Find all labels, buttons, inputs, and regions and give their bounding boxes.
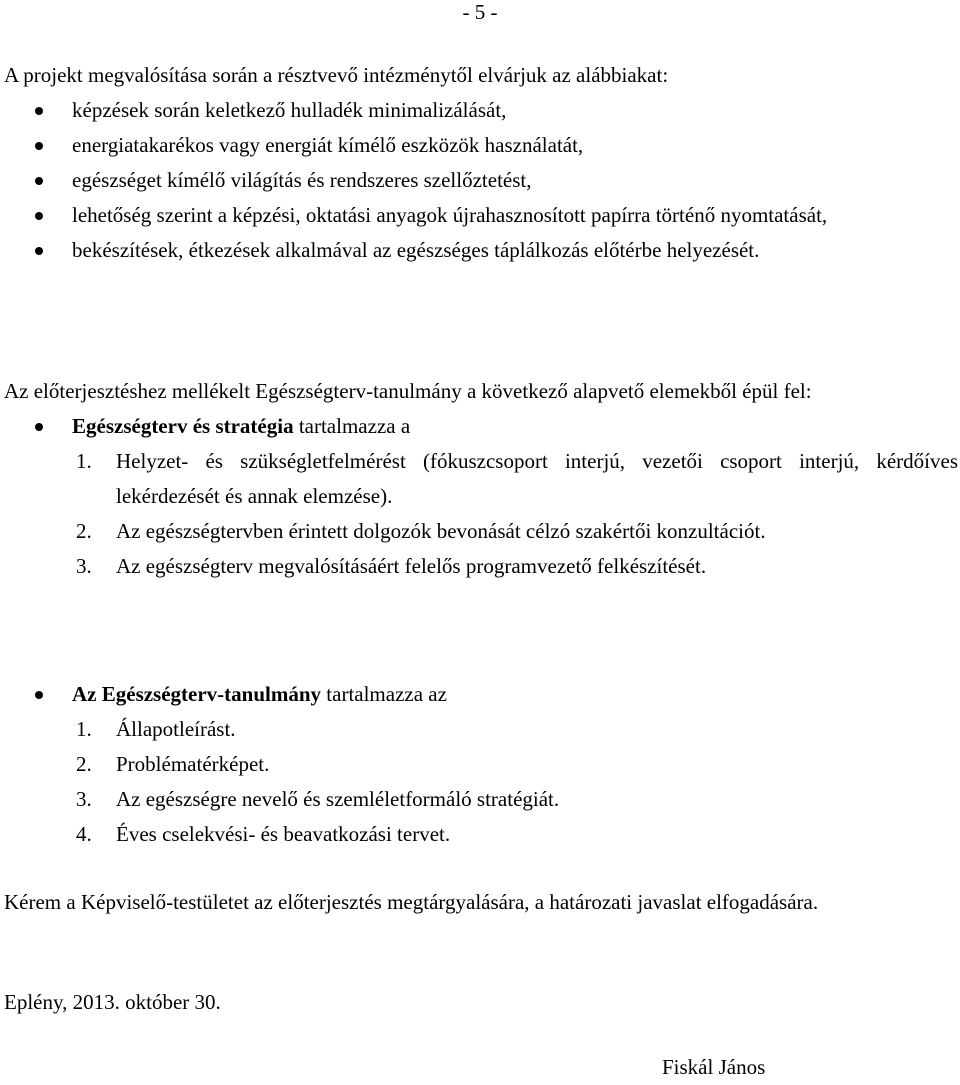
bullet-icon [35,107,43,115]
numbered-list-2 [4,712,958,852]
bullet-icon [35,177,43,185]
page-number: - 5 - [462,0,498,24]
bullet-icon [35,247,43,255]
study-section [4,374,958,584]
numbered-item: 1. Helyzet- és szükségletfelmérést (fókuszcsoport interjú, vezetői csoport interjú, kérdőíves lekérdezését és annak elemzése). [76,449,958,508]
list-item: egészséget kímélő világítás és rendszeres szellőztetést, [4,163,958,198]
study-paragraph: Az előterjesztéshez mellékelt Egészségterv-tanulmány a következő alapvető elemekből épül fel: [4,379,812,403]
bullet-icon [35,212,43,220]
study-bullet-list-2 [4,677,958,712]
study-bullet-list-1 [4,409,958,444]
intro-bullet-list [4,93,958,268]
list-item: Egészségterv és stratégia tartalmazza a [4,409,958,444]
section-heading: Az Egészségterv-tanulmány [72,682,322,706]
numbered-item: 3. Az egészségterv megvalósításáért felelős programvezető felkészítését. [76,554,707,578]
bullet-icon [35,691,43,699]
numbered-item: 1. Állapotleírást. [76,717,236,741]
request-paragraph: Kérem a Képviselő-testületet az előterjesztés megtárgyalására, a határozati javaslat elfogadására. [4,890,819,914]
numbered-item: 3. Az egészségre nevelő és szemléletformáló stratégiát. [76,787,560,811]
study-section-2 [4,677,958,852]
bullet-icon [35,423,43,431]
place-date: Eplény, 2013. október 30. [4,990,221,1014]
list-item: bekészítések, étkezések alkalmával az egészséges táplálkozás előtérbe helyezését. [4,233,958,268]
numbered-item: 2. Problématérképet. [76,752,270,776]
section-heading: Egészségterv és stratégia [72,414,294,438]
list-item: képzések során keletkező hulladék minimalizálását, [4,93,958,128]
place-date-section [4,985,958,1020]
list-item: lehetőség szerint a képzési, oktatási anyagok újrahasznosított papírra történő nyomtatását, [4,198,958,233]
intro-section [4,58,958,268]
numbered-list-1 [4,444,958,584]
numbered-item: 2. Az egészségtervben érintett dolgozók bevonását célzó szakértői konzultációt. [76,519,766,543]
list-item: Az Egészségterv-tanulmány tartalmazza az [4,677,958,712]
bullet-icon [35,142,43,150]
intro-paragraph: A projekt megvalósítása során a résztvevő intézménytől elvárjuk az alábbiakat: [4,63,669,87]
signature-name: Fiskál János [662,1055,766,1079]
numbered-item: 4. Éves cselekvési- és beavatkozási tervet. [76,822,451,846]
list-item: energiatakarékos vagy energiát kímélő eszközök használatát, [4,128,958,163]
request-section [4,885,958,920]
